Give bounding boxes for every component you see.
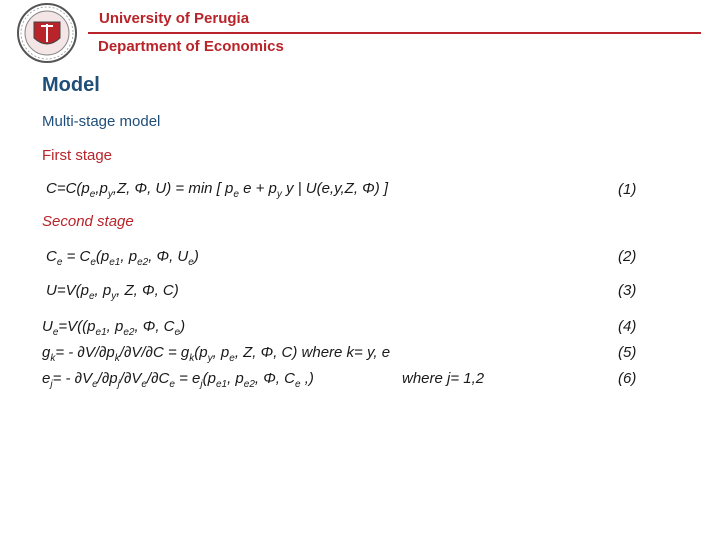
equation-6: $e_j= - \partial V_e/\partial p_j/\partial V_e/\partial C_e = e_j(p_{e1}$, $p_{e2}$, Φ, $C_e$ ,) [42,370,314,390]
equation-3: $U=V(p_e$, $p_y$, Z, Φ, C) [46,282,179,302]
equation-2: $C_e = C_e(p_{e1}$, $p_{e2}$, Φ, $U_e$) [46,248,199,268]
equation-4-number: (4) [618,318,637,335]
equation-3-number: (3) [618,282,637,299]
department-name: Department of Economics [98,38,284,55]
slide-header [0,0,720,70]
second-stage-heading: Second stage [42,213,134,230]
first-stage-heading: First stage [42,147,113,164]
university-name: University of Perugia [99,10,250,27]
equation-4: $U_e=V((p_{e1}$, $p_{e2}$, Φ, $C_e$) [42,318,186,338]
university-seal-logo [14,2,80,64]
equation-5: $g_k= - \partial V/\partial p_k/\partial V/\partial C = g_k(p_y$, $p_e$, Z, Φ, C) where k= y, e [42,344,391,364]
equation-2-number: (2) [618,248,637,265]
slide-title: Model [42,74,100,96]
slide-subtitle: Multi-stage model [42,113,161,130]
equation-5-number: (5) [618,344,637,361]
equation-6-number: (6) [618,370,637,387]
equation-6-condition: where j= 1,2 [402,370,485,387]
equation-1-number: (1) [618,181,637,198]
equation-1: $C=C(p_e,p_y,Z$, Φ, U) = min [ $p_e$ $e + p_y$ y | U(e,y,Z, Φ) ] [46,180,389,200]
header-divider [88,32,701,34]
